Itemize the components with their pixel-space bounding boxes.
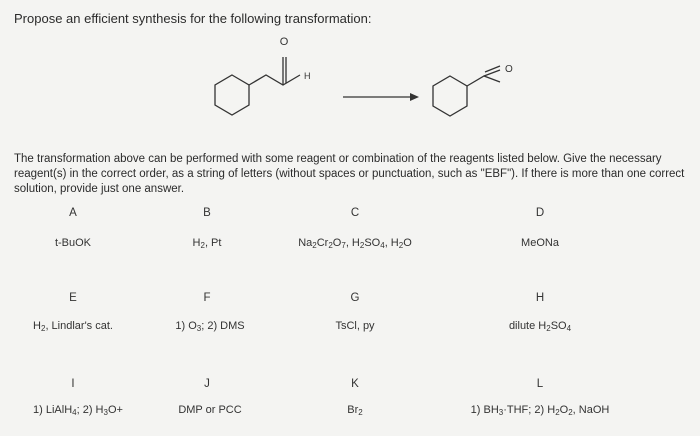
reagent-letter: L: [536, 378, 544, 390]
reactant-chain-bonds: [249, 75, 300, 85]
reagent-name: TsCl, py: [335, 320, 375, 332]
question-description: [14, 152, 694, 197]
reactant-cyclohexane-ring: [215, 75, 249, 115]
reagent-g-name-cell: [315, 320, 395, 332]
reaction-scheme: [200, 28, 560, 128]
reagent-name: 1) LiAlH$_4$; 2) $H_3O+$: [33, 404, 123, 417]
reactant-hydrogen-label: H: [304, 71, 311, 81]
reagent-name: t-BuOK: [54, 237, 92, 249]
reagent-d: [500, 207, 580, 219]
reagent-a-name-cell: [28, 237, 118, 249]
reagent-e-name-cell: [18, 320, 128, 333]
reagent-letter: I: [71, 378, 75, 390]
product-oxygen-label: O: [505, 64, 513, 75]
reagent-k-name-cell: [315, 404, 395, 417]
reagent-f: [167, 292, 247, 304]
reagent-name: $Br_2$: [347, 404, 363, 417]
description-line: The transformation above can be performed with some reagent or combination of the reagents listed below. Give the necessary: [14, 153, 662, 165]
reagent-letter: G: [350, 292, 360, 304]
reagent-name: dilute $H_2SO_4$: [508, 320, 572, 333]
reactant-oxygen-label: O: [279, 36, 289, 48]
reagent-j-name-cell: [160, 404, 260, 416]
reagent-e: [28, 292, 118, 304]
reagent-letter: K: [351, 378, 359, 390]
reagent-letter: J: [204, 378, 210, 390]
reagent-c: [285, 207, 425, 219]
reagent-c-name-cell: [285, 237, 425, 250]
question-prompt: Propose an efficient synthesis for the following transformation:: [14, 11, 372, 26]
reagent-name: DMP or PCC: [178, 404, 242, 416]
reagent-b: [167, 207, 247, 219]
reagent-i-name-cell: [18, 404, 138, 417]
product-cyclohexane-ring: [433, 76, 467, 116]
reagent-letter: B: [203, 207, 211, 219]
reagent-g: [315, 292, 395, 304]
product-chain-bonds: [467, 76, 500, 86]
reagent-d-name-cell: [500, 237, 580, 249]
reagent-letter: E: [69, 292, 77, 304]
reagent-name: 1) $O_3$; 2) DMS: [175, 320, 245, 333]
reagent-f-name-cell: [160, 320, 260, 333]
reagent-i: [28, 378, 118, 390]
reagent-b-name-cell: [167, 237, 247, 250]
reagent-l-name-cell: [452, 404, 628, 417]
description-line: solution, provide just one answer.: [14, 183, 185, 195]
reagent-h: [500, 292, 580, 304]
reagent-a: [28, 207, 118, 219]
reagent-letter: A: [69, 207, 77, 219]
reagent-letter: H: [535, 292, 545, 304]
reagent-letter: C: [350, 207, 360, 219]
reagent-name: $Na_2Cr_2O_7$, $H_2SO_4$, $H_2O$: [298, 237, 412, 250]
reagent-l: [500, 378, 580, 390]
reagent-name: 1) $BH_3\cdot THF$; 2) $H_2O_2$, NaOH: [470, 404, 610, 417]
reagent-letter: D: [535, 207, 545, 219]
reaction-arrowhead: [410, 93, 419, 101]
reagent-h-name-cell: [490, 320, 590, 333]
reagent-name: $H_2$, Lindlar's cat.: [33, 320, 113, 333]
reagent-name: $H_2$, Pt: [192, 237, 222, 250]
reagent-j: [167, 378, 247, 390]
reagent-letter: F: [203, 292, 211, 304]
reagent-k: [315, 378, 395, 390]
description-line: reagent(s) in the correct order, as a string of letters (without spaces or punctuation, such as "EBF"). If there is more than one correct: [14, 168, 685, 180]
reagent-name: MeONa: [521, 237, 559, 249]
